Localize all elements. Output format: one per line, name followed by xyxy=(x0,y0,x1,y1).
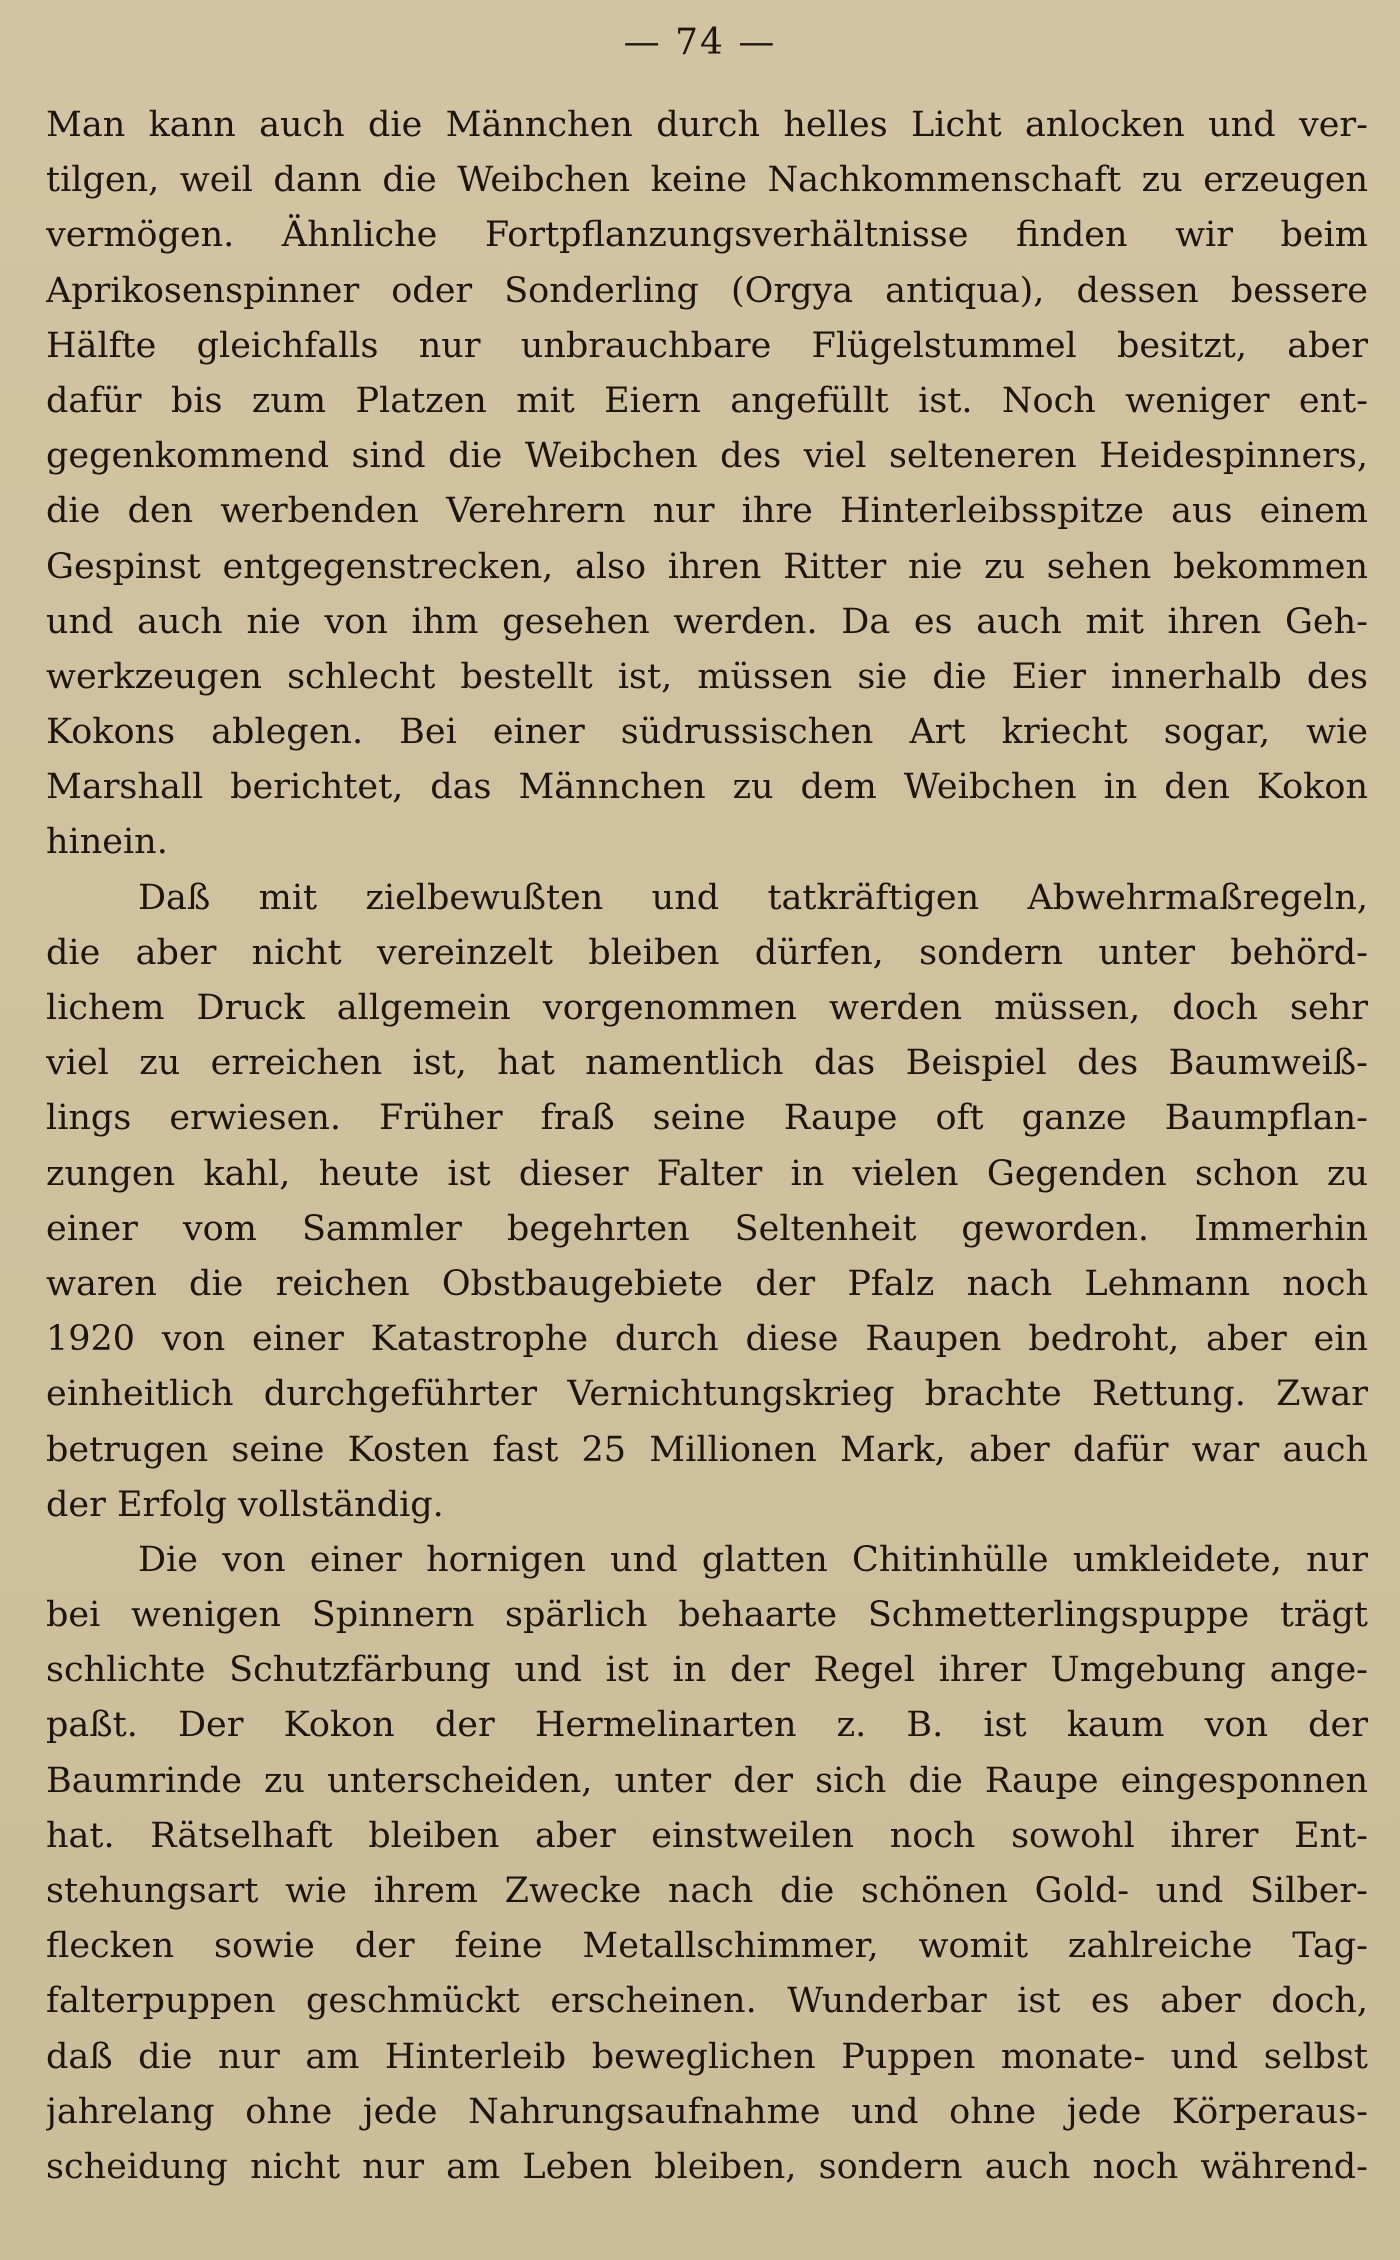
text-line: bei wenigen Spinnern spärlich behaarte Schmetterlingspuppe trägt xyxy=(46,1595,1368,1636)
text-line: schlichte Schutzfärbung und ist in der Regel ihrer Umgebung ange- xyxy=(46,1650,1368,1691)
text-line: vermögen. Ähnliche Fortpflanzungsverhältnisse finden wir beim xyxy=(46,215,1368,256)
text-line: und auch nie von ihm gesehen werden. Da es auch mit ihren Geh- xyxy=(46,601,1368,642)
text-line: lings erwiesen. Früher fraß seine Raupe oft ganze Baumpflan- xyxy=(46,1098,1368,1139)
paragraph-start-line: Die von einer hornigen und glatten Chitinhülle umkleidete, nur xyxy=(138,1539,1368,1580)
text-line: Hälfte gleichfalls nur unbrauchbare Flügelstummel besitzt, aber xyxy=(46,325,1368,366)
text-line: die aber nicht vereinzelt bleiben dürfen, sondern unter behörd- xyxy=(46,932,1368,973)
text-line: Man kann auch die Männchen durch helles Licht anlocken und ver- xyxy=(46,105,1368,145)
text-line: Marshall berichtet, das Männchen zu dem Weibchen in den Kokon xyxy=(46,767,1368,808)
paragraph-start-line: Daß mit zielbewußten und tatkräftigen Abwehrmaßregeln, xyxy=(138,877,1368,918)
text-line: lichem Druck allgemein vorgenommen werden müssen, doch sehr xyxy=(46,988,1368,1028)
text-line: 1920 von einer Katastrophe durch diese Raupen bedroht, aber ein xyxy=(46,1319,1368,1360)
text-line: die den werbenden Verehrern nur ihre Hinterleibsspitze aus einem xyxy=(46,491,1368,532)
text-line: paßt. Der Kokon der Hermelinarten z. B. ist kaum von der xyxy=(46,1705,1368,1746)
text-line: hat. Rätselhaft bleiben aber einstweilen noch sowohl ihrer Ent- xyxy=(46,1815,1368,1856)
text-line: flecken sowie der feine Metallschimmer, womit zahlreiche Tag- xyxy=(46,1926,1368,1967)
paragraph-end-line: der Erfolg vollständig. xyxy=(46,1484,444,1525)
text-line: einer vom Sammler begehrten Seltenheit geworden. Immerhin xyxy=(46,1208,1368,1249)
text-line: zungen kahl, heute ist dieser Falter in vielen Gegenden schon zu xyxy=(46,1153,1368,1194)
text-line: scheidung nicht nur am Leben bleiben, sondern auch noch während- xyxy=(46,2146,1368,2187)
text-line: viel zu erreichen ist, hat namentlich das Beispiel des Baumweiß- xyxy=(46,1043,1368,1084)
text-line: gegenkommend sind die Weibchen des viel selteneren Heidespinners, xyxy=(46,436,1368,477)
text-line: Aprikosenspinner oder Sonderling (Orgya antiqua), dessen bessere xyxy=(46,270,1368,311)
paragraph-end-line: hinein. xyxy=(46,822,168,863)
text-line: stehungsart wie ihrem Zwecke nach die schönen Gold- und Silber- xyxy=(46,1871,1368,1911)
text-line: tilgen, weil dann die Weibchen keine Nachkommenschaft zu erzeugen xyxy=(46,160,1368,201)
text-line: Gespinst entgegenstrecken, also ihren Ritter nie zu sehen bekommen xyxy=(46,546,1368,587)
text-line: daß die nur am Hinterleib beweglichen Puppen monate- und selbst xyxy=(46,2036,1368,2077)
text-line: falterpuppen geschmückt erscheinen. Wunderbar ist es aber doch, xyxy=(46,1981,1368,2022)
text-line: Baumrinde zu unterscheiden, unter der sich die Raupe eingesponnen xyxy=(46,1760,1368,1801)
text-line: werkzeugen schlecht bestellt ist, müssen sie die Eier innerhalb des xyxy=(46,656,1368,697)
text-line: Kokons ablegen. Bei einer südrussischen Art kriecht sogar, wie xyxy=(46,712,1368,753)
text-line: einheitlich durchgeführter Vernichtungskrieg brachte Rettung. Zwar xyxy=(46,1374,1368,1415)
text-line: waren die reichen Obstbaugebiete der Pfalz nach Lehmann noch xyxy=(46,1263,1368,1304)
body-text xyxy=(46,98,1368,2195)
page-number: — 74 — xyxy=(623,22,777,63)
text-line: betrugen seine Kosten fast 25 Millionen Mark, aber dafür war auch xyxy=(46,1429,1368,1470)
text-line: jahrelang ohne jede Nahrungsaufnahme und ohne jede Körperaus- xyxy=(46,2091,1368,2132)
text-line: dafür bis zum Platzen mit Eiern angefüllt ist. Noch weniger ent- xyxy=(46,380,1368,421)
